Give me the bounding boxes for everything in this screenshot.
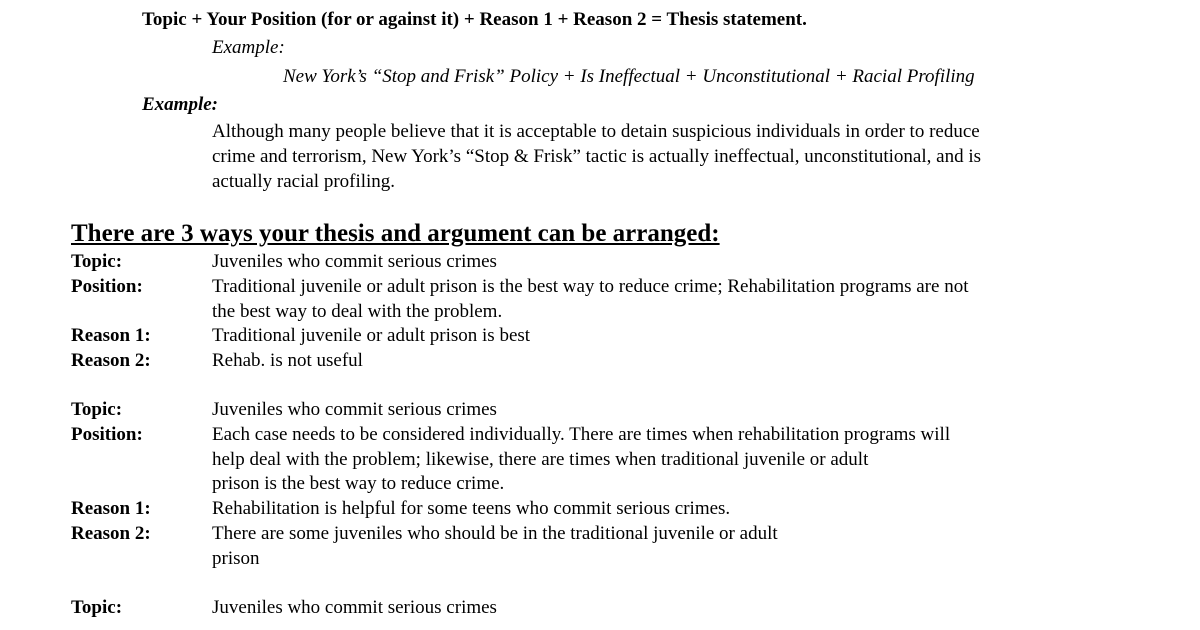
position-value: Each case needs to be considered individually. There are times when rehabilitation programs will (212, 424, 951, 445)
reason2-label: Reason 2: (71, 350, 151, 371)
paragraph-line: Although many people believe that it is acceptable to detain suspicious individuals in order to reduce (212, 121, 980, 142)
topic-value: Juveniles who commit serious crimes (212, 251, 497, 272)
position-value: the best way to deal with the problem. (212, 300, 503, 322)
position-value: Traditional juvenile or adult prison is the best way to reduce crime; Rehabilitation programs are not (212, 276, 969, 297)
reason1-label: Reason 1: (71, 325, 151, 346)
reason2-value: There are some juveniles who should be in the traditional juvenile or adult (212, 523, 778, 544)
reason1-value: Rehabilitation is helpful for some teens who commit serious crimes. (212, 498, 731, 519)
example-label: Example: (142, 94, 218, 115)
example-formula-text: New York’s “Stop and Frisk” Policy + Is Ineffectual + Unconstitutional + Racial Profiling (283, 66, 975, 87)
reason1-value: Traditional juvenile or adult prison is best (212, 325, 531, 346)
reason2-label: Reason 2: (71, 523, 151, 544)
section-heading: There are 3 ways your thesis and argument can be arranged: (71, 220, 720, 247)
position-value: prison is the best way to reduce crime. (212, 473, 505, 494)
example-label: Example: (212, 37, 285, 58)
position-label: Position: (71, 424, 143, 445)
paragraph-line: crime and terrorism, New York’s “Stop & Frisk” tactic is actually ineffectual, unconstitutional, and is (212, 146, 981, 167)
reason2-value: prison (212, 547, 260, 569)
paragraph-line: actually racial profiling. (212, 171, 396, 192)
topic-label: Topic: (71, 399, 123, 420)
topic-value: Juveniles who commit serious crimes (212, 597, 497, 618)
thesis-formula: Topic + Your Position (for or against it) + Reason 1 + Reason 2 = Thesis statement. (142, 9, 807, 30)
topic-value: Juveniles who commit serious crimes (212, 399, 497, 420)
topic-label: Topic: (71, 597, 123, 618)
topic-label: Topic: (71, 251, 123, 272)
example-paragraph (212, 119, 1112, 194)
position-label: Position: (71, 276, 143, 297)
reason1-label: Reason 1: (71, 498, 151, 519)
position-value: help deal with the problem; likewise, there are times when traditional juvenile or adult (212, 448, 869, 470)
reason2-value: Rehab. is not useful (212, 350, 363, 371)
